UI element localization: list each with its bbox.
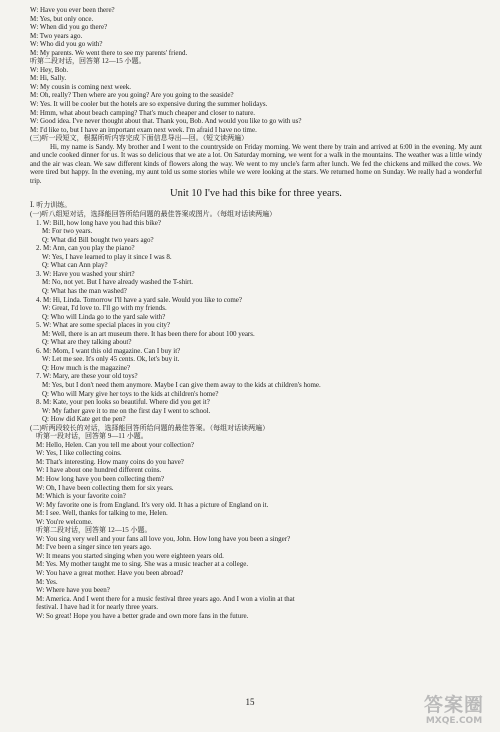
dialogue-line: M: Well, there is an art museum there. It has been there for about 100 years. [42, 329, 255, 338]
dialogue-line: W: Oh, I have been collecting them for six years. [36, 483, 174, 492]
dialogue-heading: 听第二段对话，回答第 12—15 小题。 [30, 57, 146, 66]
question-line: 7. W: Mary, are these your old toys? [36, 372, 138, 381]
unit-title: Unit 10 I've had this bike for three years. [170, 188, 342, 200]
question-line: Q: How much is the magazine? [42, 363, 131, 372]
dialogue-line: W: When did you go there? [30, 23, 108, 32]
question-line: Q: How did Kate get the pen? [42, 415, 126, 424]
dialogue-line: M: I've been a singer since ten years ago. [36, 543, 152, 552]
dialogue-line: M: Oh, really? Then where are you going? Are you going to the seaside? [30, 91, 234, 100]
dialogue-line: M: Yes. My mother taught me to sing. She was a music teacher at a college. [36, 560, 249, 569]
dialogue-line: M: I see. Well, thanks for talking to me, Helen. [36, 509, 168, 518]
question-line: Q: What did Bill bought two years ago? [42, 235, 154, 244]
dialogue-line: W: It means you started singing when you were eighteen years old. [36, 551, 224, 560]
dialogue-line: W: So great! Hope you have a better grade and own more fans in the future. [36, 611, 249, 620]
dialogue-line: W: You have a great mother. Have you been abroad? [36, 569, 184, 577]
dialogue-line: M: Yes, but I don't need them anymore. Maybe I can give them away to the kids at children's home. [42, 380, 321, 389]
dialogue-line: W: My favorite one is from England. It's very old. It has a picture of England on it. [36, 500, 269, 509]
dialogue-line: W: Yes. It will be cooler but the hotels are so expensive during the summer holidays. [30, 100, 268, 109]
dialogue-line: M: Yes. [36, 577, 58, 586]
dialogue-line: W: Hey, Bob. [30, 65, 69, 74]
question-line: Q: What can Ann play? [42, 261, 108, 270]
dialogue-line: W: You're welcome. [36, 517, 93, 526]
question-line: 3. W: Have you washed your shirt? [36, 269, 135, 278]
watermark-url: MXQE.COM [425, 716, 483, 726]
dialogue-line: M: Hmm, what about beach camping? That's much cheaper and closer to nature. [30, 108, 256, 117]
question-line: 1. W: Bill, how long have you had this bike? [36, 218, 162, 227]
dialogue-line: M: No, not yet. But I have already washed the T-shirt. [42, 278, 194, 287]
dialogue-line: M: For two years. [42, 227, 93, 236]
dialogue-line: M: America. And I went there for a music festival three years ago. And I won a violin at that [36, 594, 295, 603]
dialogue-line: W: Great, I'd love to. I'll go with my friends. [42, 304, 167, 313]
dialogue-line: M: Two years ago. [30, 31, 83, 40]
dialogue-line: W: Who did you go with? [30, 40, 103, 49]
dialogue-line: festival. I have had it for nearly three years. [36, 603, 159, 612]
section-subheading: (二)听两段较长的对话，选择能回答所给问题的最佳答案。（每组对话读两遍） [30, 423, 270, 432]
dialogue-heading: 听第二段对话，回答第 12—15 小题。 [36, 526, 152, 535]
dialogue-line: W: Yes, I have learned to play it since I was 8. [42, 252, 172, 261]
dialogue-line: W: Let me see. It's only 45 cents. Ok, let's buy it. [42, 355, 180, 364]
question-line: 4. M: Hi, Linda. Tomorrow I'll have a yard sale. Would you like to come? [36, 295, 243, 304]
question-line: 2. M: Ann, can you play the piano? [36, 244, 135, 253]
dialogue-line: M: How long have you been collecting them? [36, 474, 165, 483]
section-subheading: (一)听八组短对话，选择能回答所给问题的最佳答案或图片。（每组对话读两遍） [30, 210, 277, 219]
dialogue-heading: 听第一段对话，回答第 9—11 小题。 [36, 432, 148, 441]
watermark-logo [414, 694, 494, 728]
dialogue-line: W: Yes, I like collecting coins. [36, 449, 122, 458]
question-line: Q: What are they talking about? [42, 338, 132, 347]
question-line: 8. M: Kate, your pen looks so beautiful. Where did you get it? [36, 398, 210, 407]
dialogue-line: M: That's interesting. How many coins do you have? [36, 457, 184, 466]
question-line: 6. M: Mom, I want this old magazine. Can I buy it? [36, 346, 181, 355]
dialogue-line: W: Where have you been? [36, 586, 110, 595]
section-two-dialogues [30, 432, 482, 620]
dialogue-line: W: My cousin is coming next week. [30, 82, 132, 91]
dialogue-line: M: I'd like to, but I have an important exam next week. I'm afraid I have no time. [30, 125, 257, 134]
dialogue-line: W: Good idea. I've never thought about that. Thank you, Bob. And would you like to go with us? [30, 117, 302, 126]
dialogue-line: W: My father gave it to me on the first day I went to school. [42, 406, 211, 415]
section-one-dialogues [30, 219, 482, 424]
question-line: Q: Who will Mary give her toys to the kids at children's home? [42, 389, 219, 398]
question-line: 5. W: What are some special places in you city? [36, 321, 170, 330]
dialogue-line: W: Have you ever been there? [30, 6, 115, 14]
listening-passage: Hi, my name is Sandy. My brother and I went to the countryside on Friday morning. We went there by train and arrived at 6:00 in the evening. My aunt and uncle cooked dinner for us. It was so delicious that we ate a lot. On Saturday morning, we went for a walk in the mountains. The weather was a little windy and the air was clean. We saw different kinds of flowers along the way. We went to my uncle's farm after lunch. We fed the chickens and milked the cows. We were tired but happy. In the evening, my aunt told us some stories while we were looking at the stars. We returned home on Sunday. We really had a wonderful trip. [30, 142, 482, 185]
document-page [30, 6, 482, 620]
question-line: Q: Who will Linda go to the yard sale with? [42, 312, 166, 321]
dialogue-line: M: My parents. We went there to see my parents' friend. [30, 48, 188, 57]
page-number: 15 [245, 697, 255, 707]
section-heading: (三)听一段短文，根据所听内容完成下面信息导出—回。（短文读两遍） [30, 134, 249, 143]
dialogue-line: M: Hi, Sally. [30, 74, 67, 83]
dialogue-line: M: Which is your favorite coin? [36, 492, 126, 501]
dialogue-line: W: You sing very well and your fans all love you, John. How long have you been a singer? [36, 534, 291, 543]
dialogue-line: W: I have about one hundred different coins. [36, 466, 162, 475]
dialogue-line: M: Hello, Helen. Can you tell me about your collection? [36, 440, 195, 449]
top-dialogue [30, 6, 482, 143]
section-heading: Ⅰ. 听力训练。 [30, 201, 72, 210]
watermark-text: 答案圈 [423, 694, 484, 716]
dialogue-line: M: Yes, but only once. [30, 14, 94, 23]
question-line: Q: What has the man washed? [42, 286, 127, 295]
